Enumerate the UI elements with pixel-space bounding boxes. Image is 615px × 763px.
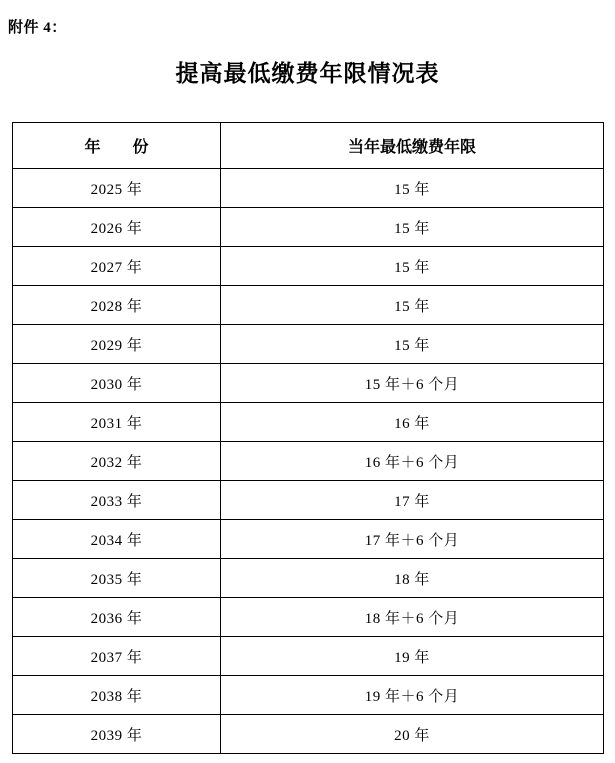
cell-year-text: 2027 年 [90, 259, 143, 276]
table-row [13, 442, 604, 481]
cell-year-text: 2039 年 [90, 727, 143, 744]
cell-min-years [221, 559, 604, 598]
cell-year [13, 637, 221, 676]
cell-year-text: 2025 年 [90, 181, 143, 198]
table-row [13, 520, 604, 559]
cell-year [13, 715, 221, 754]
cell-min-years [221, 403, 604, 442]
cell-year-text: 2038 年 [90, 688, 143, 705]
cell-min-years-text: 19 年 [394, 649, 430, 666]
cell-min-years [221, 715, 604, 754]
table-row [13, 403, 604, 442]
cell-year-text: 2030 年 [90, 376, 143, 393]
cell-min-years-text: 15 年 [394, 259, 430, 276]
cell-year-text: 2033 年 [90, 493, 143, 510]
table-row [13, 715, 604, 754]
cell-year [13, 169, 221, 208]
table-row [13, 481, 604, 520]
table-row [13, 676, 604, 715]
cell-min-years-text: 19 年＋6 个月 [364, 688, 460, 705]
cell-year [13, 247, 221, 286]
table-container [12, 122, 603, 754]
cell-min-years-text: 18 年＋6 个月 [364, 610, 460, 627]
table-row [13, 286, 604, 325]
cell-min-years [221, 676, 604, 715]
table-row [13, 169, 604, 208]
cell-year [13, 442, 221, 481]
cell-min-years-text: 16 年＋6 个月 [364, 454, 460, 471]
cell-min-years [221, 169, 604, 208]
table-row [13, 208, 604, 247]
cell-year [13, 208, 221, 247]
cell-year-text: 2029 年 [90, 337, 143, 354]
table-row [13, 598, 604, 637]
cell-min-years [221, 637, 604, 676]
cell-min-years [221, 247, 604, 286]
column-header-year [13, 123, 221, 169]
cell-year-text: 2028 年 [90, 298, 143, 315]
table-row [13, 325, 604, 364]
table-header-row [13, 123, 604, 169]
table-header [13, 123, 604, 169]
cell-min-years-text: 16 年 [394, 415, 430, 432]
cell-year [13, 676, 221, 715]
attachment-label: 附件 4： [8, 20, 67, 36]
cell-min-years-text: 15 年＋6 个月 [364, 376, 460, 393]
cell-year-text: 2034 年 [90, 532, 143, 549]
cell-year [13, 559, 221, 598]
cell-year [13, 286, 221, 325]
cell-min-years-text: 17 年＋6 个月 [364, 532, 460, 549]
column-header-min-years [221, 123, 604, 169]
cell-year [13, 364, 221, 403]
column-header-year-label: 年 份 [84, 139, 157, 156]
cell-year-text: 2035 年 [90, 571, 143, 588]
cell-min-years [221, 442, 604, 481]
cell-min-years [221, 325, 604, 364]
cell-year-text: 2031 年 [90, 415, 143, 432]
table-row [13, 559, 604, 598]
cell-min-years [221, 481, 604, 520]
cell-year [13, 598, 221, 637]
table-row [13, 247, 604, 286]
cell-year [13, 403, 221, 442]
page-title: 提高最低缴费年限情况表 [175, 61, 440, 86]
cell-min-years [221, 520, 604, 559]
cell-min-years-text: 15 年 [394, 337, 430, 354]
cell-min-years [221, 598, 604, 637]
cell-min-years-text: 17 年 [394, 493, 430, 510]
cell-min-years [221, 208, 604, 247]
cell-min-years-text: 20 年 [394, 727, 430, 744]
cell-min-years-text: 15 年 [394, 298, 430, 315]
cell-year-text: 2032 年 [90, 454, 143, 471]
column-header-min-years-label: 当年最低缴费年限 [347, 139, 476, 156]
cell-min-years-text: 15 年 [394, 220, 430, 237]
cell-min-years [221, 286, 604, 325]
table-row [13, 364, 604, 403]
cell-min-years-text: 18 年 [394, 571, 430, 588]
table-row [13, 637, 604, 676]
cell-year [13, 481, 221, 520]
cell-year [13, 325, 221, 364]
cell-min-years [221, 364, 604, 403]
table-body [13, 169, 604, 754]
cell-year-text: 2026 年 [90, 220, 143, 237]
cell-min-years-text: 15 年 [394, 181, 430, 198]
cell-year [13, 520, 221, 559]
cell-year-text: 2037 年 [90, 649, 143, 666]
cell-year-text: 2036 年 [90, 610, 143, 627]
minimum-contribution-years-table [12, 122, 604, 754]
